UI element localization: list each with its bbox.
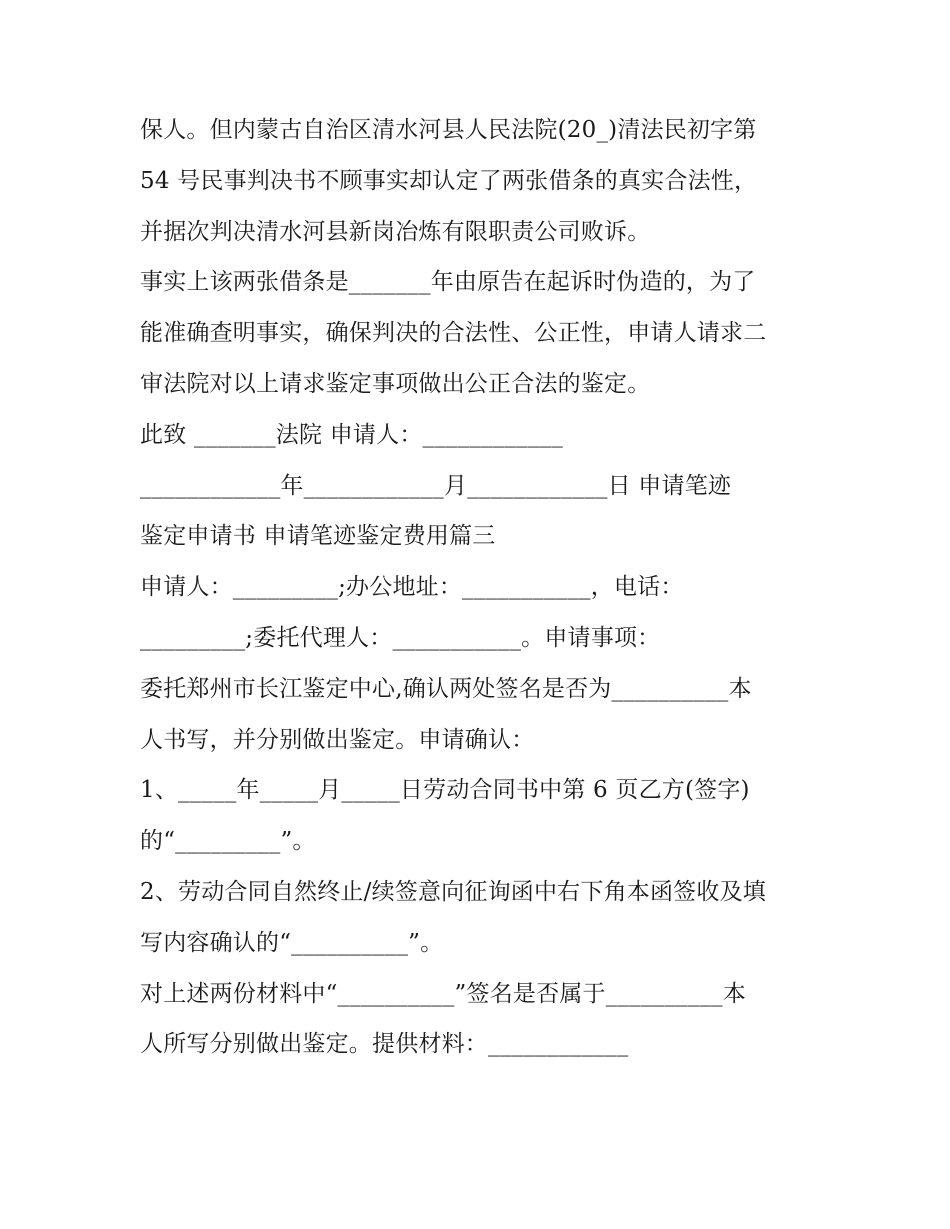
document-body	[140, 105, 820, 1070]
text-line: 1、_____年_____月_____日劳动合同书中第 6 页乙方(签字)	[140, 777, 750, 804]
text-line: 对上述两份材料中“__________”签名是否属于__________本	[140, 980, 746, 1007]
text-line: 此致 _______法院 申请人：____________	[140, 421, 563, 448]
text-line: 54 号民事判决书不顾事实却认定了两张借条的真实合法性，	[140, 167, 758, 194]
text-line: ____________年____________月____________日 申请笔迹	[140, 472, 732, 499]
text-line: 人所写分别做出鉴定。提供材料：____________	[140, 1031, 629, 1058]
text-line: 写内容确认的“__________”。	[140, 929, 444, 956]
text-line: 事实上该两张借条是_______年由原告在起诉时伪造的，为了	[140, 269, 756, 296]
text-line: 委托郑州市长江鉴定中心,确认两处签名是否为__________本	[140, 675, 752, 702]
text-line: 并据次判决清水河县新岗冶炼有限职责公司败诉。	[140, 218, 651, 245]
text-line: 2、劳动合同自然终止/续签意向征询函中右下角本函签收及填	[140, 878, 766, 905]
text-line: 的“_________”。	[140, 828, 316, 855]
text-line: 审法院对以上请求鉴定事项做出公正合法的鉴定。	[140, 370, 651, 397]
text-line: 申请人：_________;办公地址：___________，电话：	[140, 574, 684, 601]
text-line: 能准确查明事实，确保判决的合法性、公正性，申请人请求二	[140, 320, 767, 347]
text-line: _________;委托代理人：___________。申请事项：	[140, 624, 661, 651]
text-line: 人书写，并分别做出鉴定。申请确认：	[140, 726, 535, 753]
text-line: 保人。但内蒙古自治区清水河县人民法院(20_)清法民初字第	[140, 117, 757, 143]
section-title: 鉴定申请书 申请笔迹鉴定费用篇三	[140, 523, 496, 550]
